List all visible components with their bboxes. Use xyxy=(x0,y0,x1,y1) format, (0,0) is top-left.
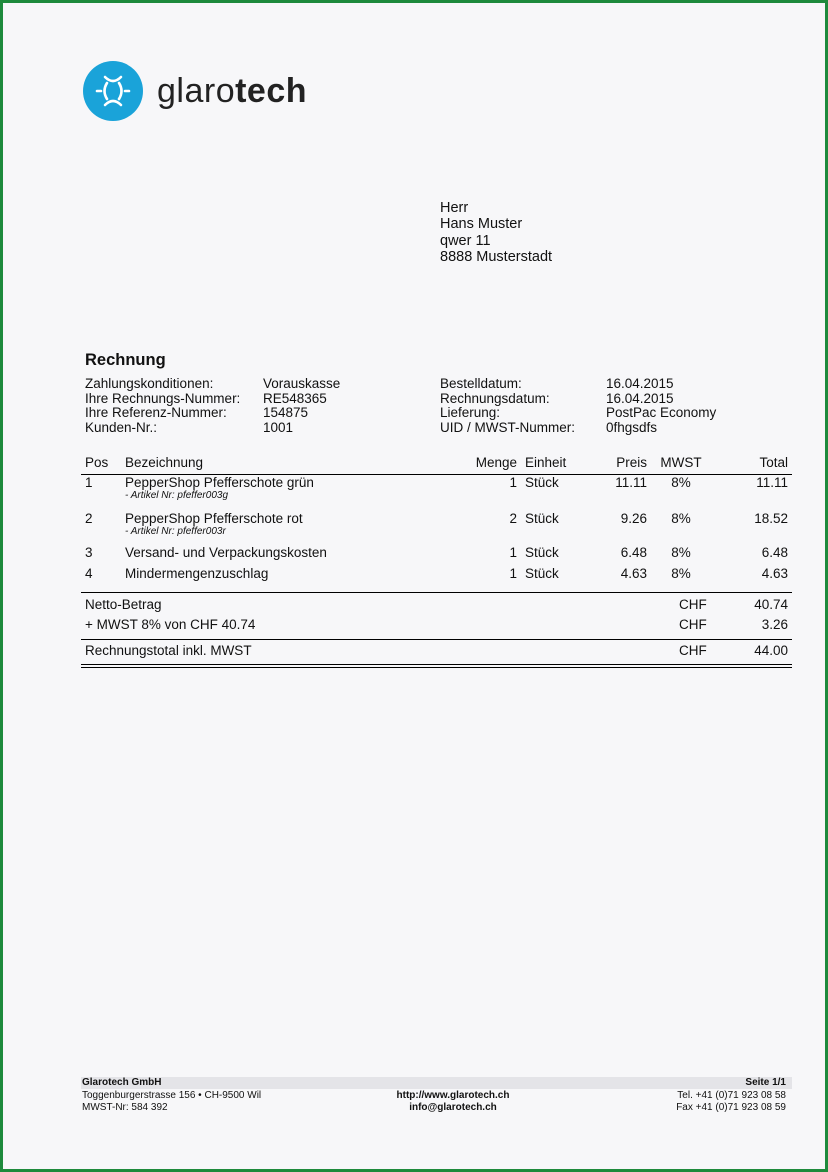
cell-qty: 2 xyxy=(509,510,517,526)
table-row xyxy=(81,475,792,511)
cell-vat: 8% xyxy=(671,475,691,490)
cell-total: 11.11 xyxy=(756,475,788,490)
vat-label: + MWST 8% von CHF 40.74 xyxy=(85,617,256,632)
cell-vat: 8% xyxy=(671,544,691,560)
col-header-desc: Bezeichnung xyxy=(121,450,463,475)
footer-website[interactable]: http://www.glarotech.ch xyxy=(396,1090,510,1101)
item-name: PepperShop Pfefferschote rot xyxy=(125,510,303,526)
cell-unit: Stück xyxy=(525,475,559,490)
net-currency: CHF xyxy=(679,597,707,612)
col-header-vat: MWST xyxy=(651,450,711,475)
total-label: Rechnungstotal inkl. MWST xyxy=(85,643,252,658)
summary-total-row xyxy=(81,643,792,663)
col-header-qty: Menge xyxy=(463,450,521,475)
info-label: Ihre Rechnungs-Nummer: xyxy=(85,390,241,406)
cell-desc: Mindermengenzuschlag xyxy=(125,565,269,581)
total-value: 44.00 xyxy=(754,643,788,658)
cell-desc xyxy=(121,475,463,511)
info-value: PostPac Economy xyxy=(606,405,717,420)
vat-currency: CHF xyxy=(679,617,707,632)
cell-unit: Stück xyxy=(525,544,559,560)
cell-vat: 8% xyxy=(671,510,691,526)
total-currency: CHF xyxy=(679,643,707,658)
logo-text-bold: tech xyxy=(235,72,308,110)
vat-value: 3.26 xyxy=(761,617,788,632)
info-label: Bestelldatum: xyxy=(440,376,522,391)
cell-qty: 1 xyxy=(509,565,517,581)
info-label: Lieferung: xyxy=(440,405,501,420)
info-right-labels xyxy=(440,377,575,435)
col-header-total: Total xyxy=(711,450,792,475)
footer-company: Glarotech GmbH xyxy=(82,1077,162,1088)
info-value: RE548365 xyxy=(263,390,327,406)
cell-vat: 8% xyxy=(671,565,691,581)
footer-street: Toggenburgerstrasse 156 • CH-9500 Wil xyxy=(82,1090,262,1101)
info-right-values xyxy=(606,377,716,435)
address-line: Hans Muster xyxy=(440,216,523,233)
info-value: 1001 xyxy=(263,419,294,435)
col-header-price: Preis xyxy=(583,450,651,475)
table-row xyxy=(81,511,792,545)
total-double-line-bottom xyxy=(81,667,792,668)
summary-net-row xyxy=(81,597,792,617)
info-value: 16.04.2015 xyxy=(606,390,674,406)
logo-symbol xyxy=(83,61,143,121)
cell-desc xyxy=(121,511,463,545)
info-value: 16.04.2015 xyxy=(606,376,674,391)
info-value: 0fhgsdfs xyxy=(606,419,658,435)
logo-wordmark xyxy=(157,69,307,113)
cell-unit: Stück xyxy=(525,510,559,526)
footer-contact-web xyxy=(363,1090,543,1114)
info-label: UID / MWST-Nummer: xyxy=(440,419,575,435)
summary-vat-row xyxy=(81,617,792,637)
document-title: Rechnung xyxy=(85,351,166,369)
cell-pos: 1 xyxy=(85,475,93,490)
cell-pos: 3 xyxy=(85,544,93,560)
info-left-values xyxy=(263,377,340,435)
footer-fax: Fax +41 (0)71 923 08 59 xyxy=(676,1102,786,1113)
cell-unit: Stück xyxy=(525,565,559,581)
cell-pos: 4 xyxy=(85,565,93,581)
footer-address xyxy=(82,1090,261,1114)
footer-email[interactable]: info@glarotech.ch xyxy=(409,1102,497,1113)
info-value: 154875 xyxy=(263,405,309,420)
net-value: 40.74 xyxy=(754,597,788,612)
cell-total: 4.63 xyxy=(761,565,788,581)
footer-contact-phone xyxy=(676,1090,786,1114)
cell-price: 11.11 xyxy=(615,475,647,490)
logo-icon xyxy=(83,61,143,121)
net-label: Netto-Betrag xyxy=(85,597,162,612)
info-label: Zahlungskonditionen: xyxy=(85,376,214,391)
logo-text-light: glaro xyxy=(157,72,236,110)
address-line: 8888 Musterstadt xyxy=(440,248,553,265)
address-line: qwer 11 xyxy=(440,232,491,249)
cell-total: 6.48 xyxy=(761,544,788,560)
cell-qty: 1 xyxy=(509,475,517,490)
cell-price: 9.26 xyxy=(620,510,647,526)
cell-total: 18.52 xyxy=(754,510,788,526)
item-name: PepperShop Pfefferschote grün xyxy=(125,475,314,490)
footer-vat-number: MWST-Nr: 584 392 xyxy=(82,1102,168,1113)
cell-price: 6.48 xyxy=(620,544,647,560)
footer-tel: Tel. +41 (0)71 923 08 58 xyxy=(677,1090,786,1101)
col-header-unit: Einheit xyxy=(521,450,583,475)
total-double-line-top xyxy=(81,664,792,665)
footer-bar xyxy=(81,1077,792,1089)
cell-pos: 2 xyxy=(85,510,93,526)
info-label: Rechnungsdatum: xyxy=(440,390,550,406)
item-article-no: - Artikel Nr: pfeffer003g xyxy=(125,490,229,501)
cell-desc: Versand- und Verpackungskosten xyxy=(125,544,327,560)
summary-divider xyxy=(81,592,792,593)
cell-qty: 1 xyxy=(509,544,517,560)
item-article-no: - Artikel Nr: pfeffer003r xyxy=(125,525,226,537)
info-left-labels xyxy=(85,377,240,435)
address-line: Herr xyxy=(440,200,469,216)
info-label: Kunden-Nr.: xyxy=(85,419,158,435)
items-table xyxy=(81,450,792,587)
info-label: Ihre Referenz-Nummer: xyxy=(85,405,227,420)
total-divider xyxy=(81,639,792,640)
table-row xyxy=(81,566,792,587)
footer-page-number: Seite 1/1 xyxy=(745,1077,786,1088)
table-header-row xyxy=(81,450,792,475)
col-header-pos: Pos xyxy=(81,450,121,475)
table-row xyxy=(81,545,792,566)
recipient-address xyxy=(440,200,552,265)
cell-price: 4.63 xyxy=(620,565,647,581)
info-value: Vorauskasse xyxy=(263,376,341,391)
